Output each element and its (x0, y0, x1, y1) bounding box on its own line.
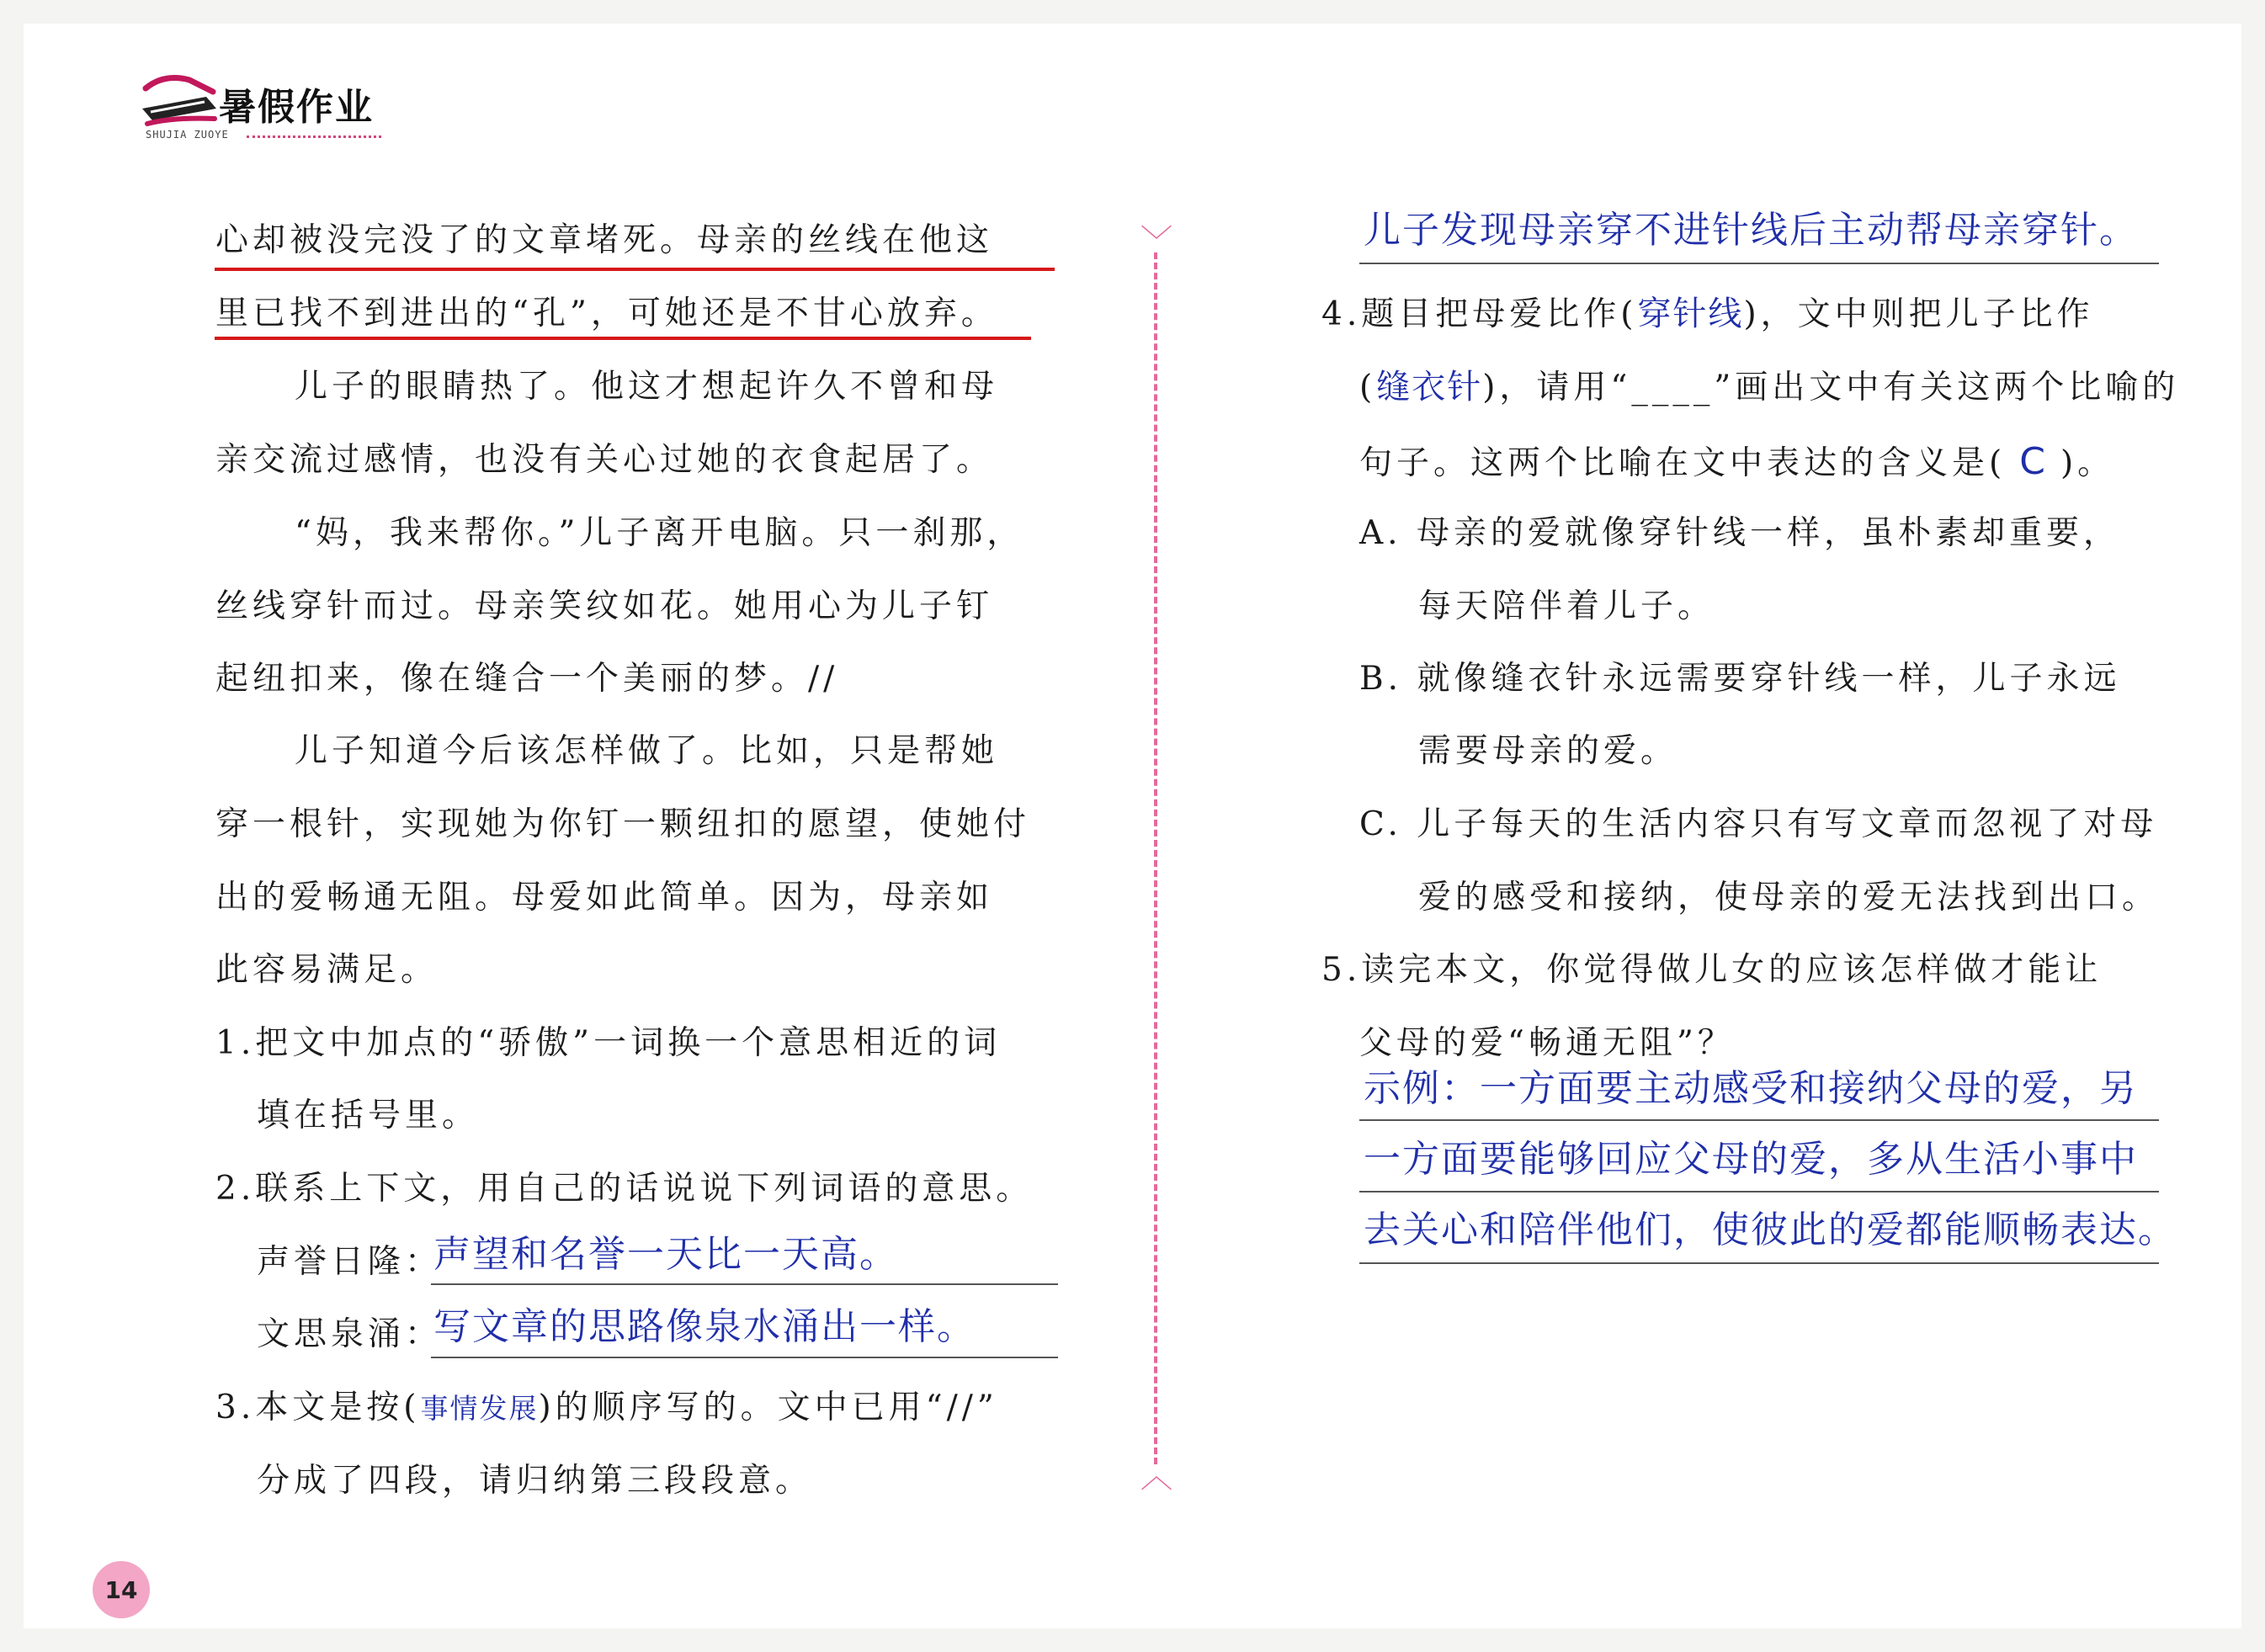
left-line-6: 丝线穿针而过。母亲笑纹如花。她用心为儿子钉 (215, 587, 994, 625)
q5-answer-line-2[interactable]: 一方面要能够回应父母的爱，多从生活小事中 (1364, 1138, 2138, 1181)
q5-answer-line-3[interactable]: 去关心和陪伴他们，使彼此的爱都能顺畅表达。 (1364, 1208, 2177, 1251)
q2-answer-1-line (431, 1283, 1058, 1285)
left-line-4: 亲交流过感情，也没有关心过她的衣食起居了。 (215, 441, 994, 479)
question-4 (1321, 297, 2094, 331)
q2-answer-2[interactable]: 写文章的思路像泉水涌出一样。 (433, 1305, 976, 1348)
left-line-8: 儿子知道今后该怎样做了。比如，只是帮她 (295, 732, 999, 770)
left-line-7: 起纽扣来，像在缝合一个美丽的梦。// (215, 660, 839, 698)
q2-answer-1[interactable]: 声望和名誉一天比一天高。 (433, 1233, 898, 1276)
q4-answer-choice[interactable]: C (2019, 440, 2047, 483)
header-logo (139, 72, 391, 147)
left-line-10: 出的爱畅通无阻。母爱如此简单。因为，母亲如 (215, 879, 994, 916)
q4-answer-2[interactable]: 缝衣针 (1376, 368, 1483, 406)
q3-answer-text[interactable]: 儿子发现母亲穿不进针线后主动帮母亲穿针。 (1364, 209, 2138, 252)
q4-text-1-before: 4.题目把母爱比作( (1321, 295, 1638, 333)
left-line-1: 心却被没完没了的文章堵死。母亲的丝线在他这 (215, 221, 994, 259)
q5-answer-line-1[interactable]: 示例：一方面要主动感受和接纳父母的爱，另 (1364, 1067, 2138, 1110)
q5-answer-rule-3 (1359, 1262, 2159, 1264)
header-subtitle: SHUJIA ZUOYE (146, 129, 229, 141)
q4-answer-1[interactable]: 穿针线 (1637, 295, 1744, 333)
left-line-11: 此容易满足。 (215, 951, 439, 989)
q4-option-b-cont: 需要母亲的爱。 (1418, 732, 1678, 770)
q4-text-3-after: )。 (2060, 444, 2115, 482)
column-divider (1154, 252, 1157, 1464)
q5-answer-rule-1 (1359, 1119, 2159, 1121)
q2-term-1: 声誉日隆： (257, 1243, 443, 1281)
q4-option-c-cont: 爱的感受和接纳，使母亲的爱无法找到出口。 (1418, 879, 2160, 916)
question-4-line-3 (1359, 440, 2115, 483)
header-dotted-rule (247, 135, 381, 138)
page-number: 14 (104, 1575, 138, 1604)
question-3 (215, 1391, 998, 1424)
left-line-3: 儿子的眼睛热了。他这才想起许久不曾和母 (295, 368, 999, 406)
header-title: 暑假作业 (219, 86, 374, 129)
q3-answer[interactable]: 事情发展 (420, 1392, 539, 1425)
q3-text-after: )的顺序写的。文中已用“//” (538, 1389, 998, 1426)
q4-option-a-cont: 每天陪伴着儿子。 (1418, 587, 1715, 625)
q4-text-1-after: )，文中则把儿子比作 (1743, 295, 2094, 333)
question-1-cont: 填在括号里。 (257, 1097, 480, 1134)
q2-term-2: 文思泉涌： (257, 1315, 443, 1353)
left-line-2: 里已找不到进出的“孔”，可她还是不甘心放弃。 (215, 295, 998, 332)
q4-option-b[interactable]: B. 就像缝衣针永远需要穿针线一样，儿子永远 (1359, 660, 2121, 698)
q4-option-a[interactable]: A. 母亲的爱就像穿针线一样，虽朴素却重要， (1359, 514, 2120, 552)
question-5-cont: 父母的爱“畅通无阻”？ (1359, 1024, 1735, 1062)
q4-text-2-before: ( (1359, 369, 1377, 406)
chevron-up-icon: ︿ (1140, 1458, 1173, 1495)
q3-answer-line (1359, 263, 2159, 264)
pencil-logo-icon (139, 72, 220, 130)
q3-text-before: 3.本文是按( (215, 1389, 421, 1426)
q4-option-c[interactable]: C. 儿子每天的生活内容只有写文章而忽视了对母 (1359, 805, 2158, 843)
question-3-cont: 分成了四段，请归纳第三段段意。 (257, 1462, 813, 1500)
red-underline-2 (215, 337, 1031, 340)
chevron-down-icon: ﹀ (1140, 223, 1173, 260)
red-underline-1 (215, 268, 1055, 271)
q2-answer-2-line (431, 1357, 1058, 1358)
question-1: 1.把文中加点的“骄傲”一词换一个意思相近的词 (215, 1024, 1002, 1062)
left-line-5: “妈，我来帮你。”儿子离开电脑。只一刹那， (295, 514, 1024, 552)
left-line-9: 穿一根针，实现她为你钉一颗纽扣的愿望，使她付 (215, 805, 1031, 843)
q4-text-3-before: 句子。这两个比喻在文中表达的含义是( (1359, 444, 2007, 482)
question-2: 2.联系上下文，用自己的话说说下列词语的意思。 (215, 1170, 1034, 1208)
page-number-badge (93, 1561, 150, 1618)
question-4-line-2 (1359, 370, 2179, 404)
question-5: 5.读完本文，你觉得做儿女的应该怎样做才能让 (1321, 951, 2103, 989)
q4-text-2-after: )，请用“____”画出文中有关这两个比喻的 (1482, 369, 2180, 406)
q5-answer-rule-2 (1359, 1191, 2159, 1193)
